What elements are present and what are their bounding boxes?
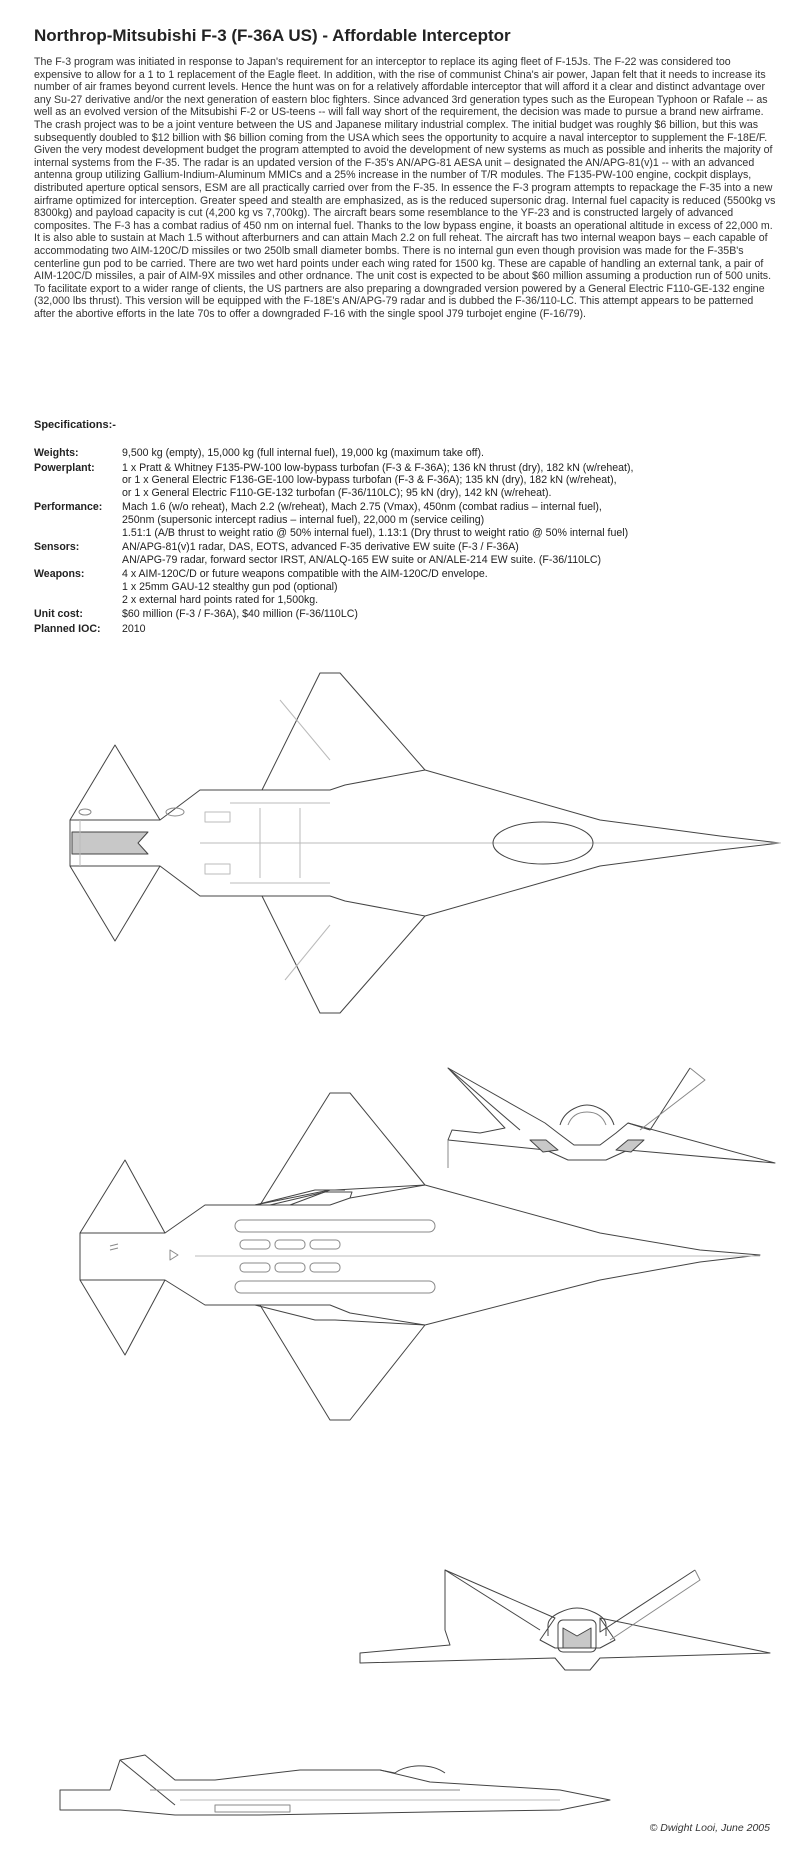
copyright-credit: © Dwight Looi, June 2005 [649,1822,770,1834]
spec-value: or 1 x General Electric F110-GE-132 turbofan (F-36/110LC); 95 kN (dry), 142 kN (w/reheat). [122,486,552,499]
spec-label: Performance: [34,501,103,514]
top-view-drawing [70,673,780,1013]
spec-value: 2 x external hard points rated for 1,500kg. [122,593,319,606]
spec-label: Planned IOC: [34,622,101,635]
spec-value: 1 x 25mm GAU-12 stealthy gun pod (optional) [122,580,338,593]
spec-value: Mach 1.6 (w/o reheat), Mach 2.2 (w/reheat), Mach 2.75 (Vmax), 450nm (combat radius – internal fuel), [122,501,602,514]
front-view-drawing [448,1068,775,1168]
spec-value: 2010 [122,622,146,635]
spec-value: 4 x AIM-120C/D or future weapons compatible with the AIM-120C/D envelope. [122,568,488,581]
spec-value: AN/APG-81(v)1 radar, DAS, EOTS, advanced F-35 derivative EW suite (F-3 / F-36A) [122,541,519,554]
spec-value: $60 million (F-3 / F-36A), $40 million (F-36/110LC) [122,608,358,621]
rear-view-drawing [360,1570,770,1670]
spec-value: 9,500 kg (empty), 15,000 kg (full internal fuel), 19,000 kg (maximum take off). [122,447,484,459]
spec-value: 1.51:1 (A/B thrust to weight ratio @ 50% internal fuel), 1.13:1 (Dry thrust to weight ratio @ 50% internal fuel) [122,526,629,539]
spec-label: Sensors: [34,541,80,554]
spec-label: Powerplant: [34,461,95,474]
spec-label: Unit cost: [34,608,83,621]
page-title: Northrop-Mitsubishi F-3 (F-36A US) - Affordable Interceptor [34,26,511,45]
spec-value: 1 x Pratt & Whitney F135-PW-100 low-bypass turbofan (F-3 & F-36A); 136 kN thrust (dry), 182 kN (w/reheat), [122,461,634,474]
spec-value: or 1 x General Electric F136-GE-100 low-bypass turbofan (F-3 & F-36A); 135 kN (dry), 182 kN (w/reheat), [122,474,617,487]
spec-value: AN/APG-79 radar, forward sector IRST, AN/ALQ-165 EW suite or AN/ALE-214 EW suite. (F-36/110LC) [122,553,602,566]
specs-heading: Specifications:- [34,419,116,431]
spec-label: Weapons: [34,568,85,581]
spec-label: Weights: [34,447,79,459]
bottom-view-drawing [80,1093,760,1420]
spec-value: 250nm (supersonic intercept radius – internal fuel), 22,000 m (service ceiling) [122,513,485,526]
side-view-drawing [60,1755,610,1815]
article-body: The F-3 program was initiated in response to Japan's requirement for an interceptor to replace its aging fleet of F-15Js. The F-22 was considered too expensive to allow for a 1 to 1 replacement of the Eagle fleet. In addition, with the rise of communist China's air power, Japan felt that it needs to increase its number of air frames beyond current levels. Hence the hunt was on for a relatively affordable interceptor that will afford it a clear and distinct advantage over any Su-27 derivative and/or the next generation of eastern bloc fighters. Since advanced 3rd generation types such as the European Typhoon or Rafale -- as well as an evolved version of the Mitsubishi F-2 or US-teens -- will fall way short of the requirement, the decision was made to pursue a brand new airframe. The crash project was to be a joint venture between the US and Japanese military industrial complex. The initial budget was roughly $6 billion, but this was subsequently doubled to $12 billion with $6 billion coming from the USA which sees the opportunity to acquire a naval interceptor to supplement the F-18E/F. Given the very modest development budget the program attempted to avoid the development of new systems as much as possible and inherits the majority of internal systems from the F-35. The radar is an updated version of the F-35's AN/APG-81 AESA unit – designated the AN/APG-81(v)1 -- with an advanced antenna group utilizing Gallium-Indium-Aluminum MMICs and a 25% increase in the number of T/R modules. The F135-PW-100 engine, cockpit displays, distributed aperture optical sensors, ESM are all practically carried over from the F-35. In essence the F-3 program attempts to repackage the F-35 into a new airframe optimized for interception. Greater speed and stealth are emphasized, as is the reduced supersonic drag. Internal fuel capacity is reduced (5500kg vs 8300kg) and payload capacity is cut (4,200 kg vs 7,700kg). The aircraft bears some resemblance to the YF-23 and is constructed largely of advanced composites. The F-3 has a combat radius of 450 nm on internal fuel. Thanks to the low bypass engine, it boasts an operational altitude in excess of 22,000 m. It is also able to sustain at Mach 1.5 without afterburners and can attain Mach 2.2 on full reheat. The aircraft has two internal weapon bays – each capable of accommodating two AIM-120C/D missiles or two 250lb small diameter bombs. There is no internal gun even though provision was made for the F-35B's centerline gun pod to be carried. There are two wet hard points under each wing rated for 1500 kg. These are capable of handling an external tank, a pair of AIM-120C/D missiles, a pair of AIM-9X missiles and other ordnance. The unit cost is expected to be about $60 million assuming a production run of 500 units. To facilitate export to a wider range of clients, the US partners are also preparing a downgraded version powered by a General Electric F110-GE-132 engine (32,000 lbs thrust). This version will be equipped with the F-18E's AN/APG-79 radar and is dubbed the F-36/110-LC. This attempt appears to be patterned after the abortive efforts in the late 70s to offer a downgraded F-16 with the single spool J79 turbojet engine (F-16/79). [34,56,776,320]
